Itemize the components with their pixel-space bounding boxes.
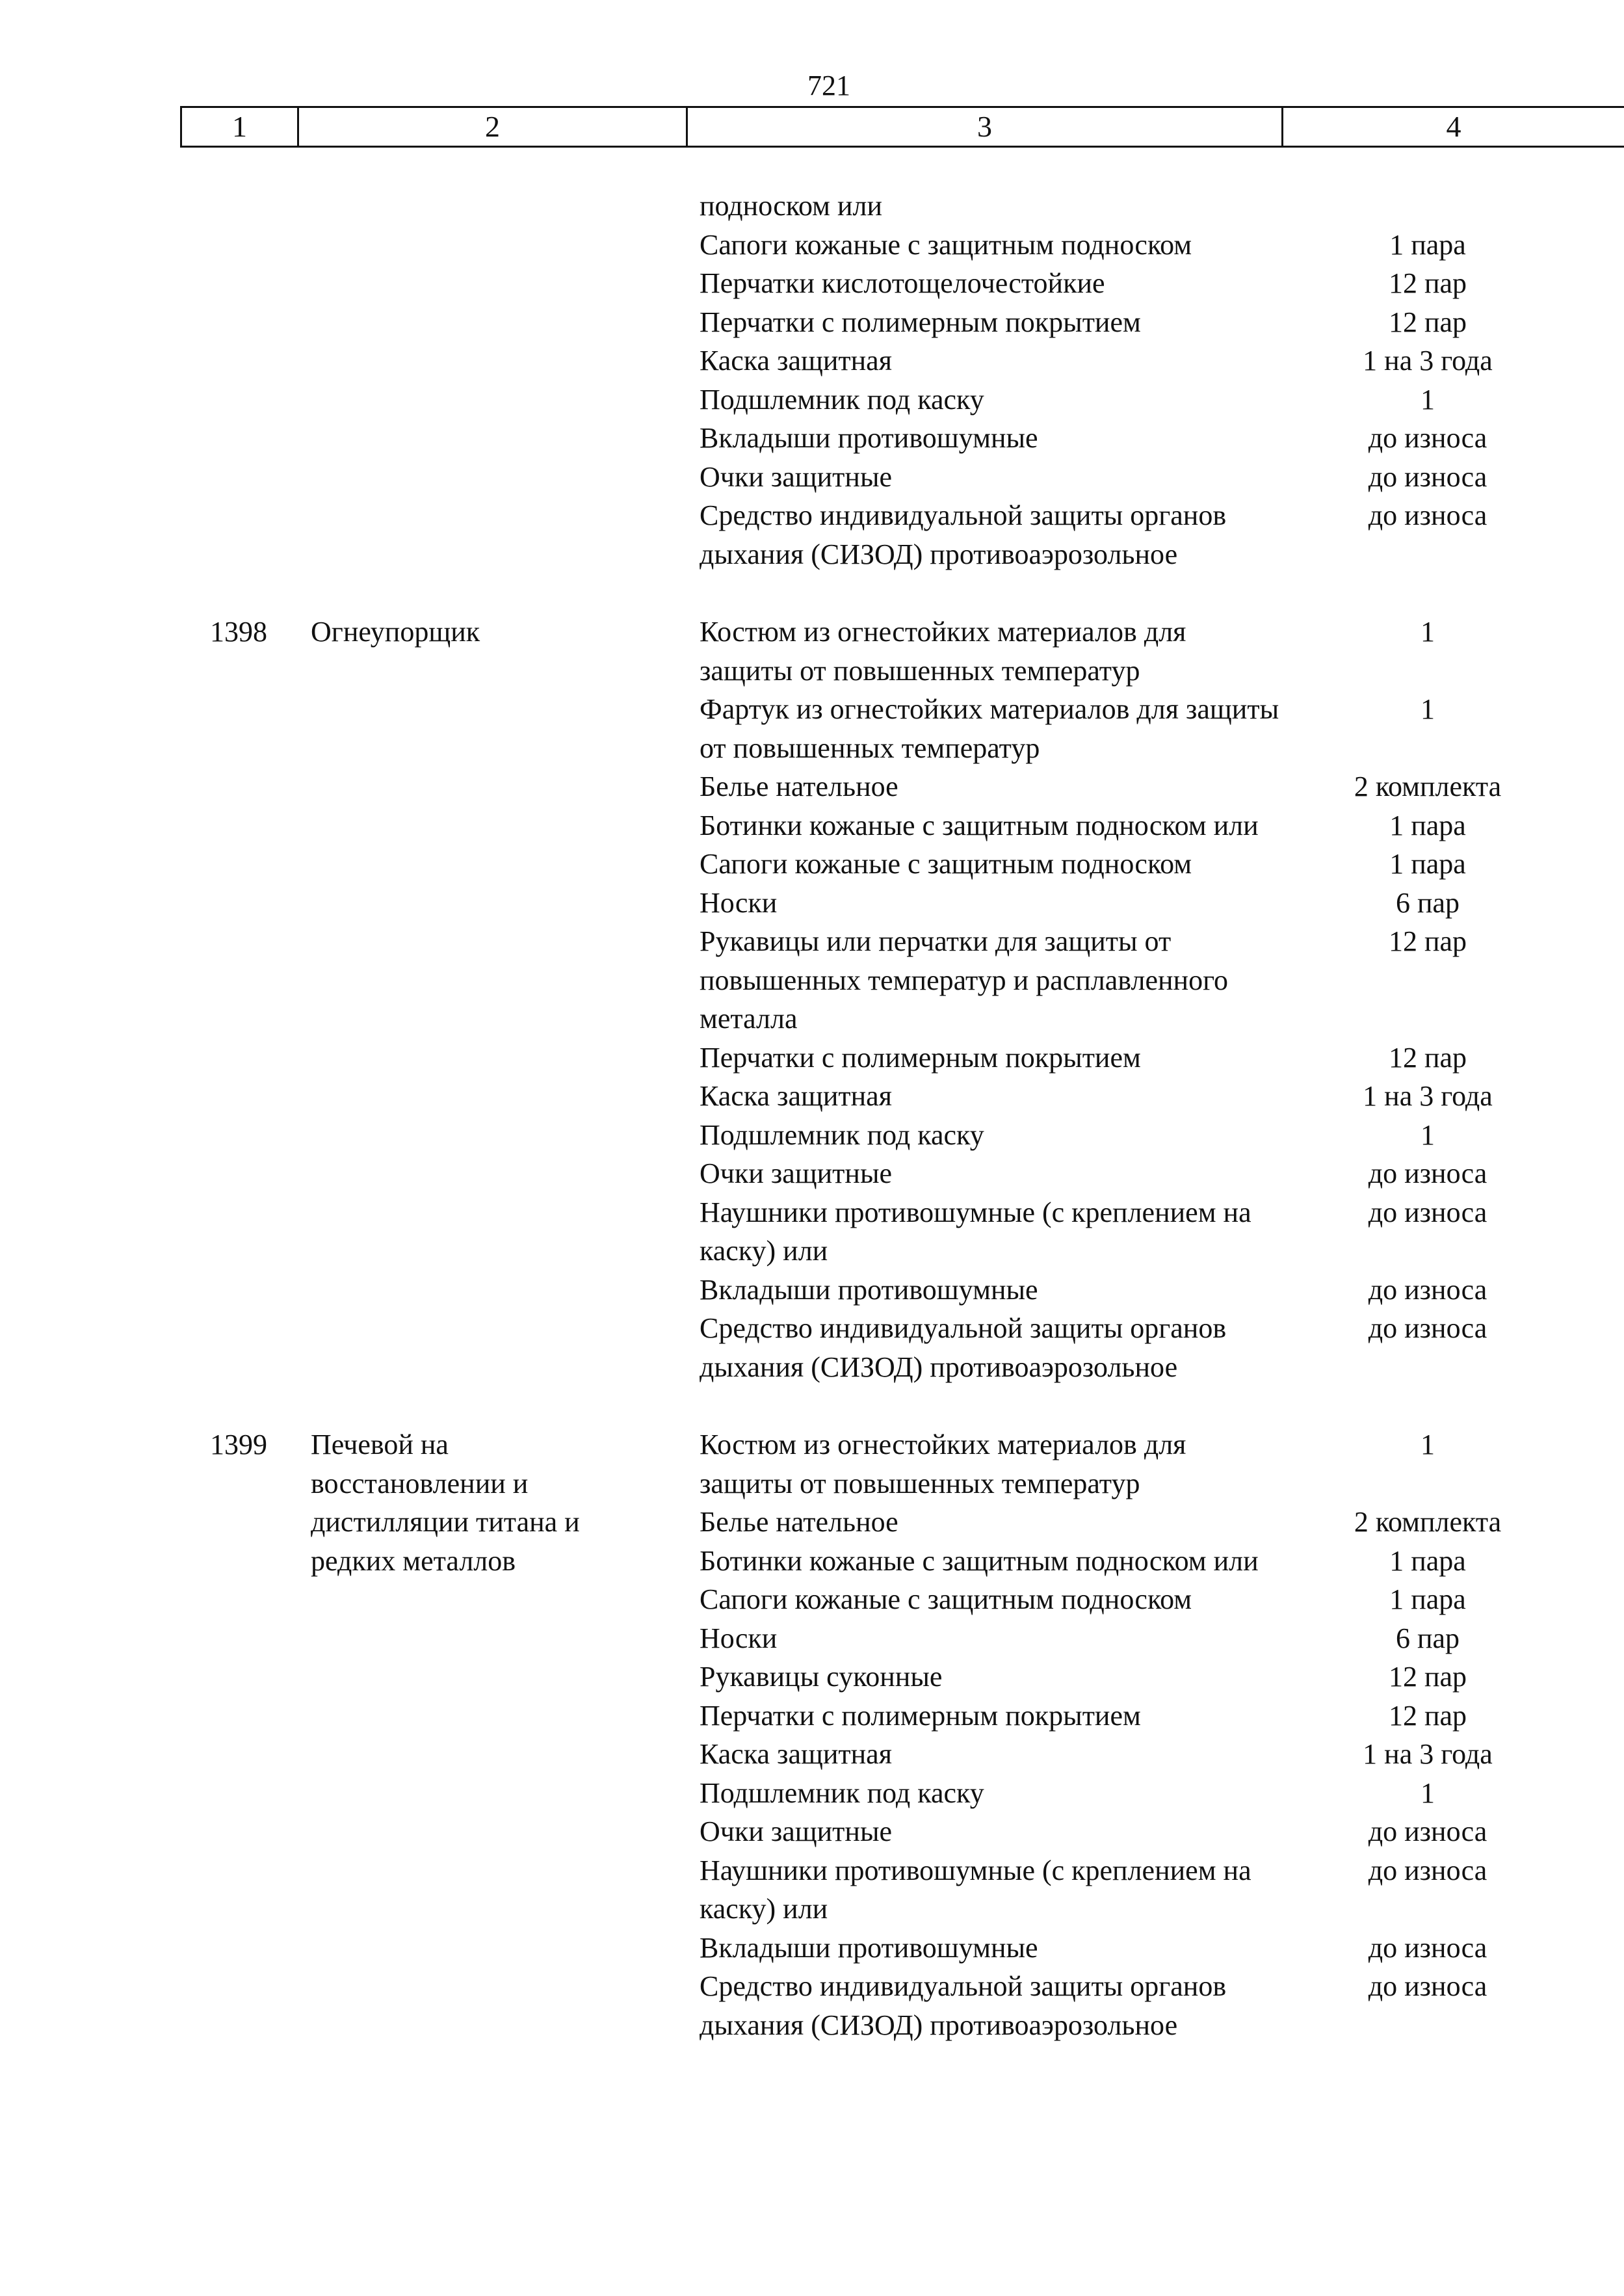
- equipment-quantity: 1 пара: [1389, 228, 1466, 261]
- equipment-name: Подшлемник под каску: [700, 383, 984, 416]
- equipment-quantity: 1: [1421, 616, 1435, 648]
- equipment-row: [0, 1542, 1624, 1581]
- equipment-row: [0, 303, 1624, 342]
- equipment-row: [0, 922, 1624, 1038]
- equipment-row: [0, 1193, 1624, 1271]
- equipment-name: Белье нательное: [700, 771, 898, 802]
- equipment-quantity: 12 пар: [1388, 1661, 1467, 1693]
- equipment-row: [0, 496, 1624, 574]
- equipment-row: [0, 1774, 1624, 1813]
- equipment-quantity: до износа: [1368, 1157, 1487, 1189]
- equipment-name: Средство индивидуальной защиты органов дыхания (СИЗОД) противоаэрозольное: [700, 499, 1227, 570]
- equipment-row: [0, 884, 1624, 923]
- equipment-quantity: 6 пар: [1395, 1622, 1460, 1654]
- equipment-quantity: до износа: [1368, 422, 1487, 454]
- equipment-row: [0, 1271, 1624, 1310]
- equipment-row: [0, 1619, 1624, 1658]
- equipment-quantity: 1 на 3 года: [1363, 1080, 1493, 1112]
- equipment-name: Сапоги кожаные с защитным подноском: [700, 1583, 1192, 1615]
- equipment-quantity: 1 пара: [1389, 809, 1466, 841]
- equipment-name: Подшлемник под каску: [700, 1776, 984, 1809]
- equipment-quantity: 12 пар: [1388, 1699, 1467, 1732]
- equipment-quantity: 12 пар: [1388, 925, 1467, 957]
- equipment-name: Фартук из огнестойких материалов для защиты от повышенных температур: [700, 693, 1279, 764]
- equipment-name: Вкладыши противошумные: [700, 422, 1038, 454]
- equipment-row: [0, 419, 1624, 458]
- equipment-name: Сапоги кожаные с защитным подноском: [700, 228, 1192, 261]
- equipment-quantity: 12 пар: [1388, 1041, 1467, 1074]
- equipment-row: [0, 1696, 1624, 1735]
- equipment-name: Носки: [700, 1622, 778, 1654]
- entry-profession: Огнеупорщик: [311, 616, 480, 648]
- page-number-text: 721: [807, 70, 850, 101]
- table-column-header: [180, 106, 1624, 148]
- equipment-name: Рукавицы суконные: [700, 1661, 943, 1693]
- equipment-name: Белье нательное: [700, 1506, 898, 1538]
- equipment-name: Перчатки с полимерным покрытием: [700, 306, 1141, 338]
- equipment-name: Каска защитная: [700, 345, 892, 376]
- equipment-name: Вкладыши противошумные: [700, 1931, 1038, 1964]
- equipment-name: Перчатки с полимерным покрытием: [700, 1041, 1141, 1074]
- equipment-quantity: 6 пар: [1395, 886, 1460, 919]
- equipment-name: Сапоги кожаные с защитным подноском: [700, 848, 1192, 880]
- equipment-quantity: 1: [1421, 693, 1435, 725]
- equipment-quantity: до износа: [1368, 460, 1487, 493]
- equipment-row: [0, 1503, 1624, 1542]
- equipment-row: [0, 187, 1624, 226]
- equipment-quantity: до износа: [1368, 499, 1487, 531]
- equipment-name: Костюм из огнестойких материалов для защиты от повышенных температур: [700, 616, 1186, 687]
- equipment-row: [0, 1735, 1624, 1774]
- equipment-name: Носки: [700, 886, 778, 919]
- column-header-2: 2: [299, 108, 688, 146]
- entry-number: 1399: [210, 1429, 267, 1460]
- equipment-quantity: 1: [1421, 1776, 1435, 1809]
- equipment-quantity: до износа: [1368, 1854, 1487, 1886]
- column-header-4: 4: [1446, 110, 1461, 143]
- equipment-name: подноском или: [700, 190, 883, 222]
- equipment-quantity: 1 на 3 года: [1363, 345, 1493, 376]
- equipment-row: [0, 1812, 1624, 1851]
- equipment-name: Ботинки кожаные с защитным подноском или: [700, 809, 1259, 841]
- equipment-row: [0, 380, 1624, 419]
- equipment-name: Каска защитная: [700, 1080, 892, 1112]
- equipment-row: [0, 1154, 1624, 1193]
- equipment-name: Ботинки кожаные с защитным подноском или: [700, 1544, 1259, 1577]
- equipment-row: [0, 1851, 1624, 1929]
- equipment-name: Перчатки с полимерным покрытием: [700, 1699, 1141, 1732]
- equipment-row: [0, 226, 1624, 265]
- page-number: [0, 69, 1624, 103]
- entry-number: 1398: [210, 616, 267, 648]
- equipment-row: [0, 1967, 1624, 2044]
- equipment-row: [0, 1077, 1624, 1116]
- equipment-quantity: [1285, 187, 1571, 226]
- equipment-name: Средство индивидуальной защиты органов дыхания (СИЗОД) противоаэрозольное: [700, 1970, 1227, 2041]
- equipment-row: [0, 806, 1624, 845]
- equipment-row: [0, 1929, 1624, 1968]
- equipment-name: Вкладыши противошумные: [700, 1273, 1038, 1306]
- equipment-quantity: 1: [1421, 383, 1435, 416]
- equipment-row: [0, 264, 1624, 303]
- equipment-quantity: до износа: [1368, 1815, 1487, 1847]
- equipment-quantity: 2 комплекта: [1354, 771, 1502, 802]
- table-entry: [0, 613, 1624, 1386]
- equipment-quantity: 12 пар: [1388, 306, 1467, 338]
- equipment-quantity: 1 пара: [1389, 1583, 1466, 1615]
- column-header-3: 3: [688, 108, 1283, 146]
- equipment-quantity: 1: [1421, 1429, 1435, 1460]
- equipment-name: Каска защитная: [700, 1738, 892, 1770]
- equipment-name: Костюм из огнестойких материалов для защиты от повышенных температур: [700, 1429, 1186, 1499]
- equipment-name: Подшлемник под каску: [700, 1118, 984, 1151]
- table-body: [0, 187, 1624, 2083]
- equipment-name: Очки защитные: [700, 460, 893, 493]
- table-entry: [0, 1425, 1624, 2044]
- equipment-row: [0, 767, 1624, 806]
- equipment-quantity: до износа: [1368, 1970, 1487, 2002]
- equipment-name: Наушники противошумные (с креплением на каску) или: [700, 1854, 1251, 1925]
- equipment-row: [0, 1657, 1624, 1696]
- equipment-row: [0, 458, 1624, 497]
- entry-profession: Печевой на восстановлении и дистилляции титана и редких металлов: [311, 1429, 580, 1577]
- equipment-row: [0, 1116, 1624, 1155]
- equipment-name: Очки защитные: [700, 1815, 893, 1847]
- equipment-quantity: 1 пара: [1389, 1544, 1466, 1577]
- equipment-quantity: до износа: [1368, 1931, 1487, 1964]
- equipment-name: Наушники противошумные (с креплением на каску) или: [700, 1196, 1251, 1267]
- equipment-quantity: 1 на 3 года: [1363, 1738, 1493, 1770]
- equipment-quantity: 2 комплекта: [1354, 1506, 1502, 1538]
- equipment-name: Рукавицы или перчатки для защиты от повышенных температур и расплавленного металла: [700, 925, 1229, 1035]
- equipment-row: [0, 845, 1624, 884]
- equipment-row: [0, 1580, 1624, 1619]
- equipment-name: Перчатки кислотощелочестойкие: [700, 267, 1105, 299]
- equipment-quantity: до износа: [1368, 1196, 1487, 1228]
- equipment-quantity: 1: [1421, 1118, 1435, 1151]
- table-entry: [0, 187, 1624, 574]
- equipment-row: [0, 1309, 1624, 1386]
- equipment-row: [0, 341, 1624, 380]
- equipment-row: [0, 1038, 1624, 1077]
- equipment-quantity: 12 пар: [1388, 267, 1467, 299]
- equipment-name: Очки защитные: [700, 1157, 893, 1189]
- equipment-quantity: до износа: [1368, 1273, 1487, 1306]
- equipment-row: [0, 690, 1624, 767]
- column-header-1: 1: [182, 108, 299, 146]
- equipment-name: Средство индивидуальной защиты органов дыхания (СИЗОД) противоаэрозольное: [700, 1312, 1227, 1383]
- equipment-quantity: до износа: [1368, 1312, 1487, 1344]
- equipment-quantity: 1 пара: [1389, 848, 1466, 880]
